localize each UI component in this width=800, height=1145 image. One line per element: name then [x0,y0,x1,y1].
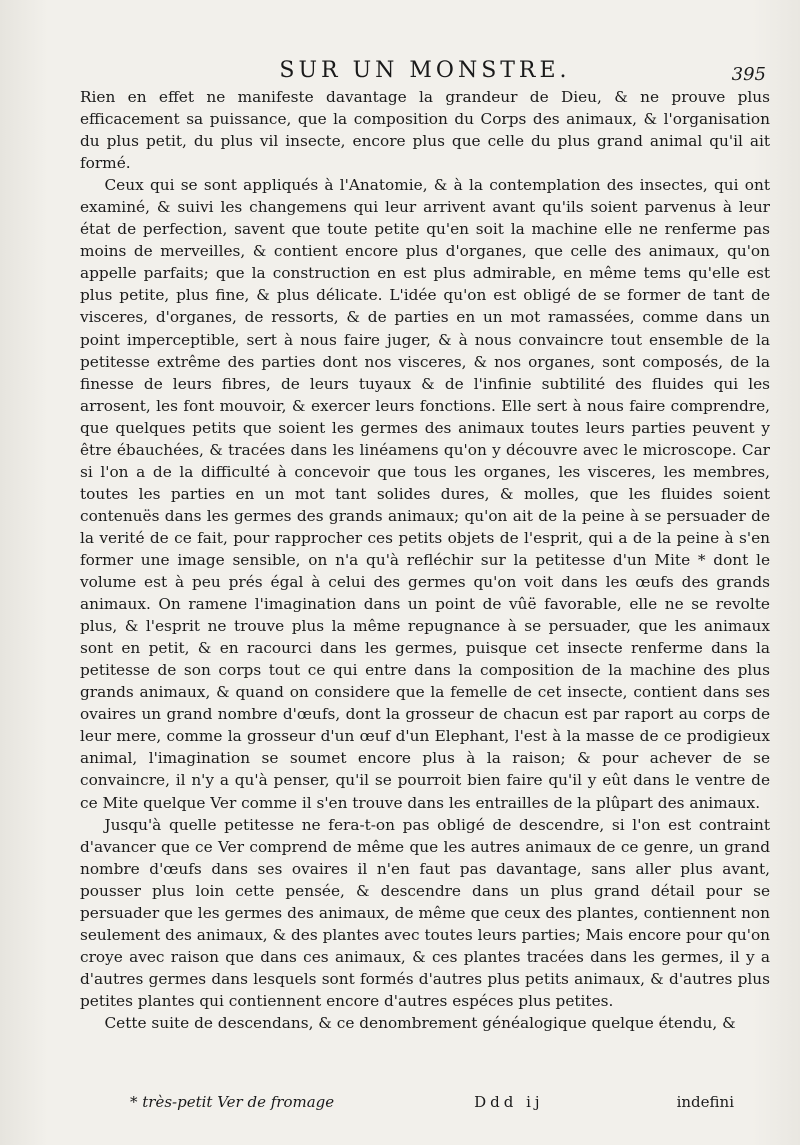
footnote: * très-petit Ver de fromage [130,1093,335,1111]
paragraph-1: Rien en effet ne manifeste davantage la grandeur de Dieu, & ne prouve plus efficacement sa puissance, que la composition du Corps des animaux, & l'organisation du plus petit, du plus vil insecte, encore plus que celle du plus grand animal qu'il ait formé. [80,88,770,173]
page-footer [130,1093,734,1111]
catchword: indefini [676,1093,734,1111]
paragraph-3: Jusqu'à quelle petitesse ne fera-t-on pas obligé de descendre, si l'on est contraint d'avancer que ce Ver comprend de même que les autres animaux de ce genre, un grand nombre d'œufs dans ses ovaires il n'en faut pas davantage, sans aller plus avant, pousser plus loin cette pensée, & descendre dans un plus grand détail pour se persuader que les germes des animaux, de même que ceux des plantes, contiennent non seulement des animaux, & des plantes avec toutes leurs parties; Mais encore pour qu'on croye avec raison que dans ces animaux, & ces plantes tracées dans les germes, il y a d'autres germes dans lesquels sont formés d'autres plus petits animaux, & d'autres plus petites plantes qui contiennent encore d'autres espéces plus petites. [80,815,770,1010]
signature-mark: Ddd ij [474,1093,544,1111]
paragraph-4: Cette suite de descendans, & ce denombrement généalogique quelque étendu, & [104,1013,736,1032]
page-number: 395 [731,64,766,85]
page-header [80,58,770,86]
paragraph-2: Ceux qui se sont appliqués à l'Anatomie, & à la contemplation des insectes, qui ont examiné, & suivi les changemens qui leur arrivent avant qu'ils soient parvenus à leur état de perfection, savent que toute petite qu'en soit la machine elle ne renferme pas moins de merveilles, & contient encore plus d'organes, que celle des animaux, qu'on appelle parfaits; que la construction en est plus admirable, en même tems qu'elle est plus petite, plus fine, & plus délicate. L'idée qu'on est obligé de se former de tant de visceres, d'organes, de ressorts, & de parties en un mot ramassées, comme dans un point imperceptible, sert à nous faire juger, & à nous convaincre tout ensemble de la petitesse extrême des parties dont nos visceres, & nos organes, sont composés, de la finesse de leurs fibres, de leurs tuyaux & de l'infinie subtilité des fluides qui les arrosent, les font mouvoir, & exercer leurs fonctions. Elle sert à nous faire comprendre, que quelques petits que soient les germes des animaux toutes leurs parties peuvent y être ébauchées, & tracées dans les linéamens qu'on y découvre avec le microscope. Car si l'on a de la difficulté à concevoir que tous les organes, les visceres, les membres, toutes les parties en un mot tant solides dures, & molles, que les fluides soient contenuës dans les germes des grands animaux; qu'on ait de la peine à se persuader de la verité de ce fait, pour rapprocher ces petits objets de l'esprit, qui a de la peine à s'en former une image sensible, on n'a qu'à refléchir sur la petitesse d'un Mite * dont le volume est à peu prés égal à celui des germes qu'on voit dans les œufs des grands animaux. On ramene l'imagination dans un point de vûë favorable, elle ne se revolte plus, & l'esprit ne trouve plus la même repugnance à se persuader, que les animaux sont en petit, & en racourci dans les germes, puisque cet insecte renferme dans la petitesse de son corps tout ce qui entre dans la composition de la machine des plus grands animaux, & quand on considere que la femelle de cet insecte, contient dans ses ovaires un grand nombre d'œufs, dont la grosseur de chacun est par raport au corps de leur mere, comme la grosseur d'un œuf d'un Elephant, l'est à la masse de ce prodigieux animal, l'imagination se soumet encore plus à la raison; & pour achever de se convaincre, il n'y a qu'à penser, qu'il se pourroit bien faire qu'il y eût dans le ventre de ce Mite quelque Ver comme il s'en trouve dans les entrailles de la plûpart des animaux. [80,176,770,812]
running-head: SUR UN MONSTRE. [279,58,571,83]
body-text [80,86,770,1034]
